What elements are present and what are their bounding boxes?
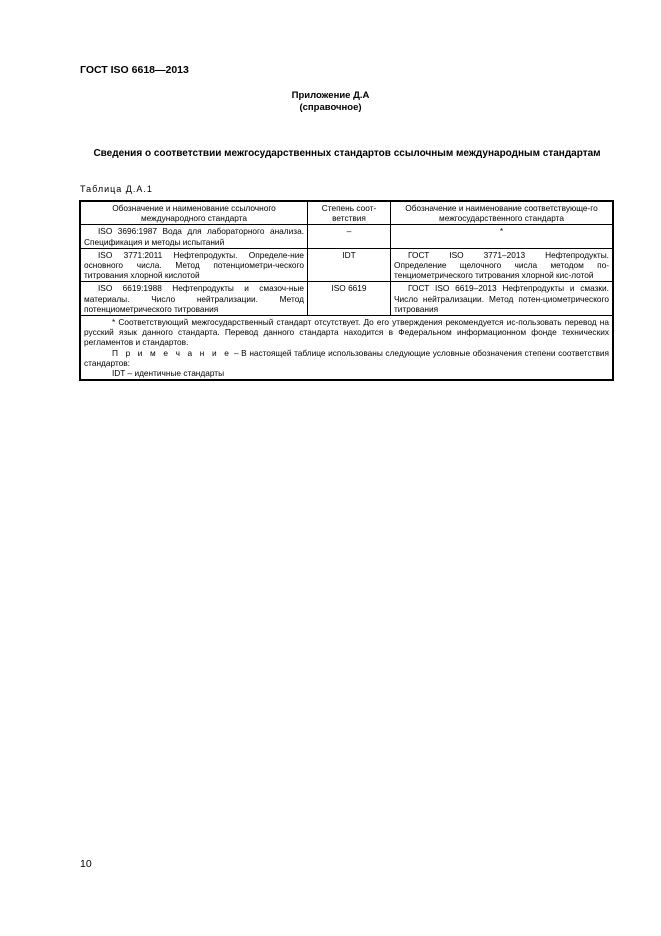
cell-interstate: ГОСТ ISO 3771–2013 Нефтепродукты. Определение щелочного числа методом по-тенциометрического титрования хлорной кис-лотой — [391, 248, 614, 282]
table-row — [80, 225, 613, 248]
cell-interstate: ГОСТ ISO 6619–2013 Нефтепродукты и смазки. Число нейтрализации. Метод потен-циометрического титрования — [391, 282, 614, 316]
table-caption: Таблица Д.А.1 — [80, 184, 153, 194]
table-header-row — [80, 201, 613, 225]
cell-degree: ISO 6619 — [308, 282, 391, 316]
cell-international: ISO 6619:1988 Нефтепродукты и смазоч-ные материалы. Число нейтрализации. Метод потенциометрического титрования — [80, 282, 308, 316]
annex-title: Приложение Д.А — [291, 90, 370, 101]
cell-international: ISO 3771:2011 Нефтепродукты. Определе-ние основного числа. Метод потенциометри-ческого титрования хлорной кислотой — [80, 248, 308, 282]
column-header-interstate: Обозначение и наименование соответствующе-го межгосударственного стандарта — [391, 201, 614, 225]
note-label: П р и м е ч а н и е — [112, 347, 232, 358]
column-header-degree: Степень соот-ветствия — [308, 201, 391, 225]
annex-block — [0, 90, 661, 114]
note-item: IDT – идентичные стандарты — [112, 368, 225, 379]
cell-interstate: * — [391, 225, 614, 248]
table-notes-row — [80, 316, 613, 381]
table-note — [84, 348, 609, 368]
note-text: – В настоящей таблице использованы следующие условные обозначения степени соответствия стандартов: — [84, 347, 609, 368]
cell-degree: IDT — [308, 248, 391, 282]
table-footnote: * Соответствующий межгосударственный стандарт отсутствует. До его утверждения рекомендуется ис-пользовать перевод на русский язык данного стандарта. Перевод данного стандарта находится в Федеральном информационном фонде технических регламентов и стандартов. — [84, 317, 609, 348]
column-header-international: Обозначение и наименование ссылочного международного стандарта — [80, 201, 308, 225]
page-number: 10 — [80, 858, 92, 870]
correspondence-table — [79, 200, 614, 381]
cell-international: ISO 3696:1987 Вода для лабораторного анализа. Спецификация и методы испытаний — [80, 225, 308, 248]
annex-subtitle: (справочное) — [299, 102, 362, 113]
table-notes — [80, 316, 613, 381]
table-row — [80, 282, 613, 316]
table-row — [80, 248, 613, 282]
section-heading: Сведения о соответствии межгосударственных стандартов ссылочным международным стандартам — [93, 148, 601, 159]
cell-degree: – — [308, 225, 391, 248]
document-code: ГОСТ ISO 6618—2013 — [80, 64, 189, 76]
